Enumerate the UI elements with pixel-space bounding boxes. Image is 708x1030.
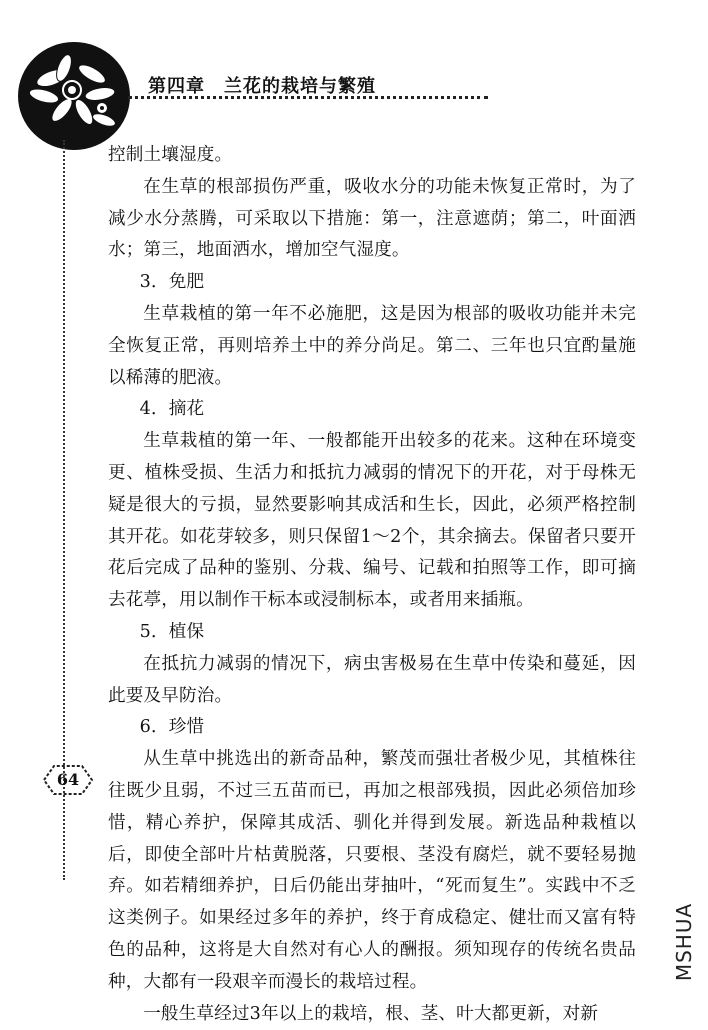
watermark-text: MSHUA <box>672 902 696 982</box>
page-body <box>108 140 636 1030</box>
section-heading: 4．摘花 <box>139 399 205 420</box>
body-paragraph: 一般生草经过3年以上的栽培，根、茎、叶大都更新，对新 <box>143 1003 599 1024</box>
flower-emblem-icon <box>14 38 134 153</box>
header-divider <box>128 96 488 99</box>
section-heading: 6．珍惜 <box>139 717 205 738</box>
watermark <box>669 893 699 991</box>
chapter-header-title: 第四章 兰花的栽培与繁殖 <box>148 76 376 97</box>
body-paragraph: 从生草中挑选出的新奇品种，繁茂而强壮者极少见，其植株往往既少且弱，不过三五苗而已，再加之根部残损，因此必须倍加珍惜，精心养护，保障其成活、驯化并得到发展。新选品种栽植以后，即使全部叶片枯黄脱落，只要根、茎没有腐烂，就不要轻易抛弃。如若精细养护，日后仍能出芽抽叶，“死而复生”。实践中不乏这类例子。如果经过多年的养护，终于育成稳定、健壮而又富有特色的品种，这将是大自然对有心人的酬报。须知现存的传统名贵品种，大都有一段艰辛而漫长的栽培过程。 <box>108 749 636 992</box>
section-heading: 3．免肥 <box>139 272 205 293</box>
body-paragraph: 在生草的根部损伤严重，吸收水分的功能未恢复正常时，为了减少水分蒸腾，可采取以下措施：第一，注意遮荫；第二，叶面洒水；第三，地面洒水，增加空气湿度。 <box>108 176 636 261</box>
body-paragraph: 生草栽植的第一年、一般都能开出较多的花来。这种在环境变更、植株受损、生活力和抵抗力减弱的情况下的开花，对于母株无疑是很大的亏损，显然要影响其成活和生长，因此，必须严格控制其开花。如花芽较多，则只保留1～2个，其余摘去。保留者只要开花后完成了品种的鉴别、分栽、编号、记载和拍照等工作，即可摘去花葶，用以制作干标本或浸制标本，或者用来插瓶。 <box>108 431 636 611</box>
page-number-badge <box>40 762 96 798</box>
section-heading: 5．植保 <box>139 621 205 642</box>
body-paragraph: 在抵抗力减弱的情况下，病虫害极易在生草中传染和蔓延，因此要及早防治。 <box>108 653 636 706</box>
body-paragraph: 生草栽植的第一年不必施肥，这是因为根部的吸收功能并未完全恢复正常，再则培养土中的养分尚足。第二、三年也只宜酌量施以稀薄的肥液。 <box>108 303 636 388</box>
page-number: 64 <box>56 770 80 789</box>
body-paragraph: 控制土壤湿度。 <box>108 145 233 165</box>
